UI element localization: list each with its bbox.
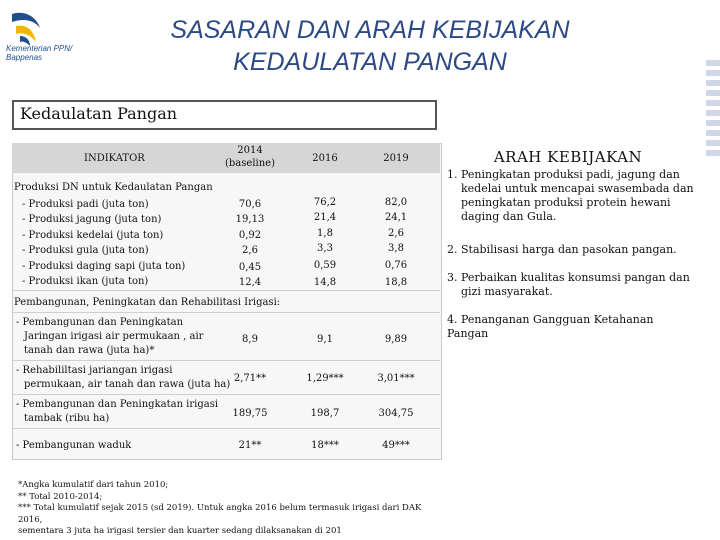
footnote-line: *** Total kumulatif sejak 2015 (sd 2019). Untuk angka 2016 belum termasuk irigasi dari DAK 2016, — [18, 503, 422, 525]
table-cell-2014: 21** — [238, 440, 262, 451]
table-cell-2019: 3,8 — [388, 243, 404, 254]
page-title — [120, 14, 620, 78]
header-2016: 2016 — [312, 153, 338, 164]
header-baseline: (baseline) — [225, 158, 275, 169]
table-row-label: - Produksi kedelai (juta ton) — [22, 230, 164, 241]
table-cell-2019: 9,89 — [384, 334, 408, 345]
table-divider — [12, 428, 440, 429]
arah-item-1 — [447, 168, 697, 224]
table-cell-2019: 304,75 — [378, 408, 414, 419]
arah-item-4 — [447, 313, 697, 341]
arah-item-3 — [447, 271, 697, 299]
section-produksi: Produksi DN untuk Kedaulatan Pangan — [14, 182, 213, 193]
arah-item-line: kedelai untuk mencapai swasembada dan — [461, 182, 694, 195]
table-divider — [12, 394, 440, 395]
table-cell-2014: 0,45 — [238, 262, 262, 273]
section-irigasi: Pembangunan, Peningkatan dan Rehabilitasi Irigasi: — [14, 297, 281, 308]
table-cell-2016: 9,1 — [317, 334, 333, 345]
table-cell-2014: 189,75 — [232, 408, 268, 419]
table-cell-2016: 1,29*** — [306, 373, 344, 384]
footnote-line: *Angka kumulatif dari tahun 2010; — [18, 480, 169, 490]
table-divider — [12, 360, 440, 361]
table-cell-2014: 0,92 — [238, 230, 262, 241]
table-cell-2014: 12,4 — [238, 277, 262, 288]
arah-item-line: 2. Stabilisasi harga dan pasokan pangan. — [447, 243, 677, 256]
table-row-label: - Rehabililtasi jariangan irigasi — [16, 365, 173, 376]
table-divider — [12, 312, 440, 313]
table-cell-2016: 18*** — [311, 440, 339, 451]
table-cell-2014: 70,6 — [238, 199, 262, 210]
arah-item-line: 1. Peningkatan produksi padi, jagung dan — [447, 168, 680, 181]
table-cell-2016: 21,4 — [313, 212, 337, 223]
page-title-line1: SASARAN DAN ARAH KEBIJAKAN — [170, 16, 570, 44]
arah-item-2 — [447, 243, 697, 257]
table-cell-2014: 8,9 — [242, 334, 258, 345]
logo-text — [6, 44, 86, 62]
table-row-label: - Produksi daging sapi (juta ton) — [22, 261, 186, 272]
arah-item-line: daging dan Gula. — [461, 210, 557, 223]
table-cell-2014: 2,71** — [233, 373, 267, 384]
header-2019: 2019 — [383, 153, 409, 164]
table-cell-2016: 0,59 — [313, 260, 337, 271]
table-cell-2019: 3,01*** — [377, 373, 415, 384]
table-row-label: - Pembangunan dan Peningkatan — [16, 317, 184, 328]
table-cell-2016: 3,3 — [317, 243, 333, 254]
table-cell-2016: 14,8 — [313, 277, 337, 288]
table-row-label: - Produksi gula (juta ton) — [22, 245, 149, 256]
table-cell-2019: 18,8 — [384, 277, 408, 288]
arah-item-line: gizi masyarakat. — [461, 285, 553, 298]
table-cell-2014: 2,6 — [242, 245, 258, 256]
header-2014: 2014 — [237, 145, 263, 156]
arah-item-line: 4. Penanganan Gangguan Ketahanan Pangan — [447, 313, 654, 340]
table-row-label: Jaringan irigasi air permukaan , air — [24, 331, 204, 342]
logo-text-line2: Bappenas — [6, 53, 43, 62]
arah-kebijakan-title: ARAH KEBIJAKAN — [493, 148, 643, 166]
table-row-label: - Pembangunan waduk — [16, 440, 132, 451]
logo-text-line1: Kementerian PPN/ — [6, 44, 73, 53]
table-cell-2019: 82,0 — [384, 197, 408, 208]
table-cell-2019: 0,76 — [384, 260, 408, 271]
footnotes — [18, 480, 448, 538]
section-subtitle: Kedaulatan Pangan — [20, 104, 178, 123]
table-row-label: - Produksi jagung (juta ton) — [22, 214, 162, 225]
table-cell-2016: 1,8 — [317, 228, 333, 239]
table-cell-2014: 19,13 — [235, 214, 265, 225]
page-title-line2: KEDAULATAN PANGAN — [233, 48, 507, 76]
arah-item-line: peningkatan produksi protein hewani — [461, 196, 671, 209]
table-cell-2019: 24,1 — [384, 212, 408, 223]
table-divider — [12, 290, 440, 291]
table-row-label: - Produksi ikan (juta ton) — [22, 276, 149, 287]
table-row-label: - Pembangunan dan Peningkatan irigasi — [16, 399, 219, 410]
header-indikator: INDIKATOR — [84, 153, 145, 164]
table-row-label: permukaan, air tanah dan rawa (juta ha) — [24, 379, 231, 390]
table-cell-2019: 49*** — [382, 440, 410, 451]
arah-item-line: 3. Perbaikan kualitas konsumsi pangan dan — [447, 271, 690, 284]
table-cell-2016: 198,7 — [310, 408, 340, 419]
table-cell-2019: 2,6 — [388, 228, 404, 239]
table-cell-2016: 76,2 — [313, 197, 337, 208]
footnote-line: ** Total 2010-2014; — [18, 491, 103, 502]
table-row-label: tanah dan rawa (juta ha)* — [24, 345, 155, 356]
decorative-side-bar — [706, 0, 720, 540]
table-row-label: tambak (ribu ha) — [24, 413, 110, 424]
footnote-line: sementara 3 juta ha irigasi tersier dan kuarter sedang dilaksanakan di 201 — [18, 526, 342, 536]
table-row-label: - Produksi padi (juta ton) — [22, 199, 149, 210]
